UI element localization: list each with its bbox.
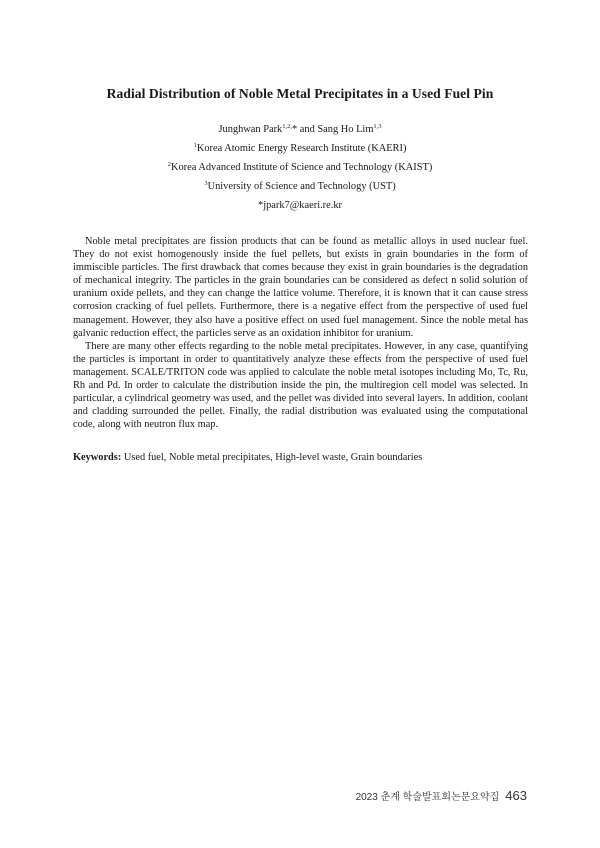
paper-title: Radial Distribution of Noble Metal Precipitates in a Used Fuel Pin: [106, 86, 494, 101]
paragraph: Noble metal precipitates are fission products that can be found as metallic alloys in used nuclear fuel. They do not exist homogenously inside the fuel pellets, but exists in grain boundaries in the form of immiscible particles. The first drawback that comes because they exist in grain boundaries is the degradation of mechanical integrity. The particles in the grain boundaries can be considered as defect n solid solution of uranium oxide pellets, and they can change the lattice volume. Therefore, it is known that it can cause stress corrosion cracking of fuel pellets. Furthermore, there is a negative effect from the perspective of used fuel management. However, they also have a positive effect on used fuel management. Since the noble metal has galvanic reduction effect, the particles serve as an oxidation inhibitor for uranium.: [73, 236, 528, 339]
affiliation-text: Korea Atomic Energy Research Institute (KAERI): [196, 143, 407, 154]
keywords-label: Keywords:: [73, 452, 122, 463]
page-number: 463: [505, 788, 527, 803]
author-name: Sang Ho Lim: [317, 124, 374, 135]
affiliation-line: [0, 139, 600, 158]
proceedings-name: 2023 춘계 학술발표회논문요약집: [355, 792, 500, 803]
affiliation-line: [0, 158, 600, 177]
abstract-body: [73, 235, 528, 431]
affiliation-line: [0, 177, 600, 196]
page-footer: [356, 788, 527, 803]
author-line: [0, 120, 600, 139]
keywords-line: [73, 452, 528, 463]
author-name: Junghwan Park: [218, 124, 283, 135]
affiliation-text: Korea Advanced Institute of Science and Technology (KAIST): [170, 162, 433, 173]
author-affiliation-sup: 1,3: [373, 123, 382, 130]
affiliation-number: 1: [193, 142, 197, 149]
author-conjunction: and: [297, 124, 318, 135]
corresponding-mark: *: [292, 124, 298, 135]
affiliation-text: University of Science and Technology (UST): [207, 181, 396, 192]
affiliation-number: 2: [167, 161, 171, 168]
corresponding-email[interactable]: *jpark7@kaeri.re.kr: [258, 200, 342, 211]
affiliation-number: 3: [204, 180, 208, 187]
author-block: [0, 120, 600, 215]
keywords-text: Used fuel, Noble metal precipitates, High-level waste, Grain boundaries: [121, 452, 423, 463]
author-affiliation-sup: 1,2,: [282, 123, 292, 130]
paragraph: There are many other effects regarding to the noble metal precipitates. However, in any case, quantifying the particles is important in order to quantitatively analyze these effects from the perspective of used fuel management. SCALE/TRITON code was applied to calculate the noble metal isotopes including Mo, Tc, Ru, Rh and Pd. In order to calculate the distribution inside the pin, the multiregion cell model was selected. In particular, a cylindrical geometry was used, and the pellet was divided into several layers. In addition, coolant and cladding surrounded the pellet. Finally, the radial distribution was evaluated using the computational code, along with neutron flux map.: [73, 340, 528, 431]
